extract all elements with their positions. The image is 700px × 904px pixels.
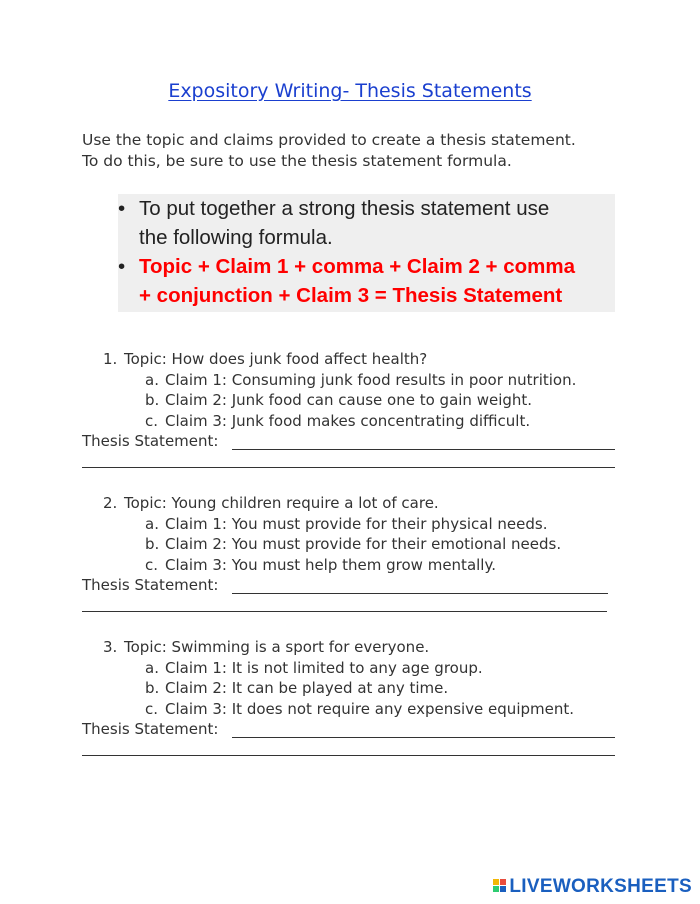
thesis-answer-line[interactable] bbox=[232, 737, 615, 738]
thesis-label: Thesis Statement: bbox=[82, 432, 219, 450]
claim-item: b. Claim 2: Junk food can cause one to gain weight. bbox=[145, 391, 533, 409]
thesis-statement-row bbox=[82, 431, 576, 452]
question-topic: 1. Topic: How does junk food affect health? bbox=[103, 350, 428, 368]
thesis-statement-row bbox=[82, 719, 574, 740]
worksheet-title: Expository Writing- Thesis Statements bbox=[168, 80, 532, 102]
instructions-line-1: Use the topic and claims provided to create a thesis statement. bbox=[82, 131, 576, 149]
thesis-answer-line[interactable] bbox=[232, 449, 615, 450]
claim-item: a. Claim 1: It is not limited to any age group. bbox=[145, 658, 483, 677]
thesis-answer-line-2[interactable] bbox=[82, 611, 607, 612]
bullet-dot-icon: • bbox=[118, 255, 126, 278]
liveworksheets-logo bbox=[493, 876, 692, 898]
question-topic: 3. Topic: Swimming is a sport for everyone. bbox=[103, 638, 430, 656]
claim-item: a. Claim 1: Consuming junk food results in poor nutrition. bbox=[145, 370, 577, 389]
claim-item: c. Claim 3: Junk food makes concentrating difficult. bbox=[145, 411, 531, 430]
question-topic: 2. Topic: Young children require a lot of care. bbox=[103, 494, 439, 512]
thesis-label: Thesis Statement: bbox=[82, 576, 219, 594]
thesis-label: Thesis Statement: bbox=[82, 720, 219, 738]
thesis-answer-line[interactable] bbox=[232, 593, 608, 594]
liveworksheets-grid-icon bbox=[493, 879, 507, 893]
callout-bullet-1-line-2: the following formula. bbox=[139, 226, 333, 249]
liveworksheets-wordmark: LIVEWORKSHEETS bbox=[509, 876, 692, 897]
bullet-dot-icon: • bbox=[118, 197, 126, 220]
thesis-statement-row bbox=[82, 575, 561, 596]
formula-callout bbox=[118, 194, 615, 312]
claim-item: b. Claim 2: You must provide for their emotional needs. bbox=[145, 535, 562, 553]
thesis-answer-line-2[interactable] bbox=[82, 755, 615, 756]
question-3 bbox=[82, 637, 574, 740]
instructions-line-2: To do this, be sure to use the thesis statement formula. bbox=[82, 152, 512, 170]
claim-item: a. Claim 1: You must provide for their physical needs. bbox=[145, 514, 548, 533]
thesis-answer-line-2[interactable] bbox=[82, 467, 615, 468]
formula-line-2: + conjunction + Claim 3 = Thesis Statement bbox=[139, 284, 563, 307]
claim-item: c. Claim 3: It does not require any expensive equipment. bbox=[145, 699, 574, 718]
claim-item: c. Claim 3: You must help them grow mentally. bbox=[145, 555, 496, 574]
question-1 bbox=[82, 349, 576, 452]
formula-line-1: Topic + Claim 1 + comma + Claim 2 + comma bbox=[139, 255, 575, 278]
claim-item: b. Claim 2: It can be played at any time. bbox=[145, 679, 449, 697]
instructions bbox=[82, 130, 576, 172]
question-2 bbox=[82, 493, 561, 596]
callout-bullet-1-line-1: To put together a strong thesis statement use bbox=[139, 197, 550, 220]
